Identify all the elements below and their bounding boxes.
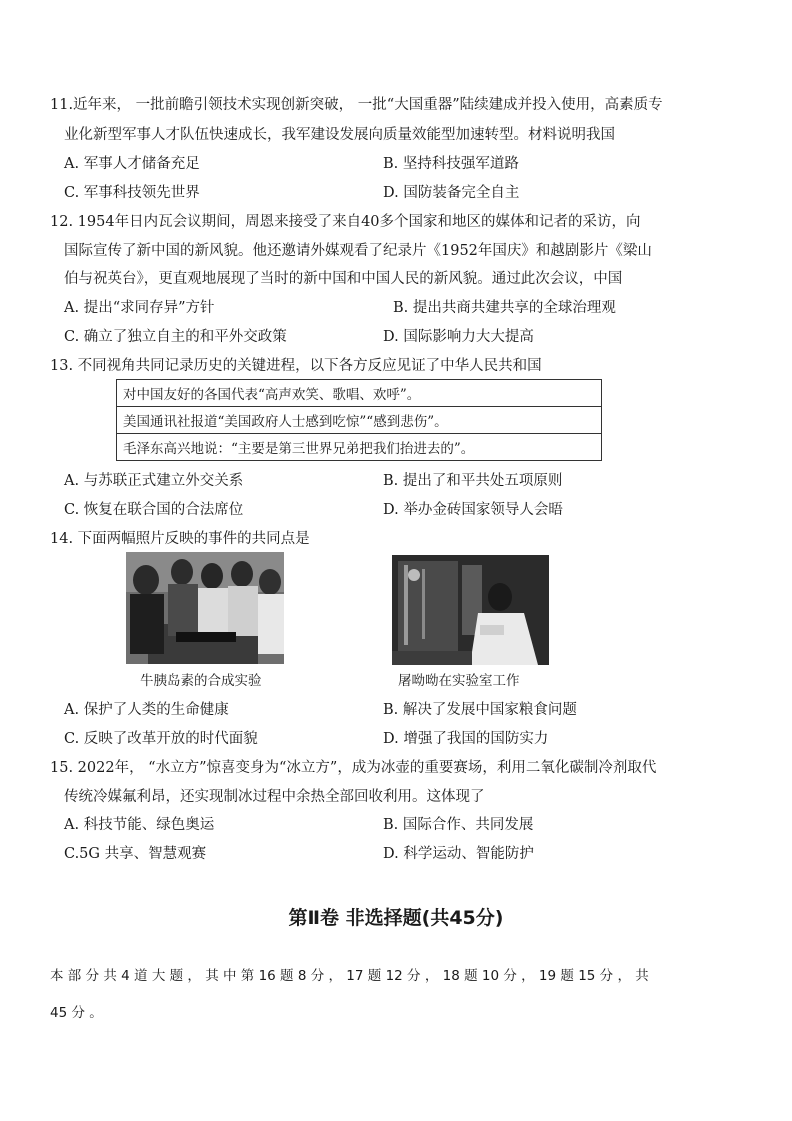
q13-option-a: A. 与苏联正式建立外交关系: [64, 473, 244, 489]
q11-option-b: B. 坚持科技强军道路: [383, 156, 519, 172]
tu-youyou-lab-photo: [392, 555, 549, 665]
photo-caption-insulin: 牛胰岛素的合成实验: [140, 673, 262, 689]
q13-reaction-table: [116, 379, 602, 461]
q11-option-d: D. 国防装备完全自主: [383, 185, 520, 201]
table-cell: 对中国友好的各国代表“高声欢笑、歌唱、欢呼”。: [117, 380, 602, 407]
q11-stem-line2: 业化新型军事人才队伍快速成长，我军建设发展向质量效能型加速转型。材料说明我国: [64, 127, 615, 143]
table-row: [117, 380, 602, 407]
q12-option-c: C. 确立了独立自主的和平外交政策: [64, 329, 287, 345]
q14-option-b: B. 解决了发展中国家粮食问题: [383, 702, 577, 718]
photo-caption-tu-youyou: 屠呦呦在实验室工作: [398, 673, 520, 689]
q15-stem-line2: 传统冷媒氟利昂，还实现制冰过程中余热全部回收利用。这体现了: [64, 789, 485, 805]
q12-option-a: A. 提出“求同存异”方针: [64, 300, 215, 316]
q15-stem-line1: 15. 2022年， “水立方”惊喜变身为“冰立方”，成为冰壶的重要赛场，利用二氧化碳制冷剂取代: [50, 760, 657, 776]
table-cell: 美国通讯社报道“美国政府人士感到吃惊”“感到悲伤”。: [117, 407, 602, 434]
q13-option-d: D. 举办金砖国家领导人会晤: [383, 502, 563, 518]
table-cell: 毛泽东高兴地说：“主要是第三世界兄弟把我们抬进去的”。: [117, 434, 602, 461]
q15-option-a: A. 科技节能、绿色奥运: [64, 817, 215, 833]
q12-option-d: D. 国际影响力大大提高: [383, 329, 534, 345]
q14-option-c: C. 反映了改革开放的时代面貌: [64, 731, 258, 747]
q13-stem-line1: 13. 不同视角共同记录历史的关键进程，以下各方反应见证了中华人民共和国: [50, 358, 542, 374]
q12-stem-line3: 伯与祝英台》，更直观地展现了当时的新中国和中国人民的新风貌。通过此次会议，中国: [64, 271, 623, 287]
section-2-intro-line2: 45 分 。: [50, 1005, 103, 1021]
insulin-synthesis-photo: [126, 552, 284, 664]
q11-option-c: C. 军事科技领先世界: [64, 185, 200, 201]
q13-option-c: C. 恢复在联合国的合法席位: [64, 502, 244, 518]
q15-option-c: C.5G 共享、智慧观赛: [64, 846, 207, 862]
q14-stem-line1: 14. 下面两幅照片反映的事件的共同点是: [50, 531, 310, 547]
q12-option-b: B. 提出共商共建共享的全球治理观: [393, 300, 616, 316]
q15-option-d: D. 科学运动、智能防护: [383, 846, 534, 862]
q11-stem-line1: 11.近年来， 一批前瞻引领技术实现创新突破， 一批“大国重器”陆续建成并投入使用，高素质专: [50, 97, 663, 113]
q13-option-b: B. 提出了和平共处五项原则: [383, 473, 563, 489]
q12-stem-line1: 12. 1954年日内瓦会议期间，周恩来接受了来自40多个国家和地区的媒体和记者的采访，向: [50, 214, 641, 230]
section-2-intro-line1: 本 部 分 共 4 道 大 题 ， 其 中 第 16 题 8 分 ， 17 题 12 分 ， 18 题 10 分 ， 19 题 15 分 ， 共: [50, 968, 649, 984]
q14-option-d: D. 增强了我国的国防实力: [383, 731, 549, 747]
q15-option-b: B. 国际合作、共同发展: [383, 817, 534, 833]
section-2-title: 第Ⅱ卷 非选择题(共45分): [288, 907, 504, 929]
table-row: [117, 407, 602, 434]
q14-option-a: A. 保护了人类的生命健康: [64, 702, 229, 718]
table-row: [117, 434, 602, 461]
q11-option-a: A. 军事人才储备充足: [64, 156, 200, 172]
q12-stem-line2: 国际宣传了新中国的新风貌。他还邀请外媒观看了纪录片《1952年国庆》和越剧影片《梁山: [64, 243, 652, 259]
